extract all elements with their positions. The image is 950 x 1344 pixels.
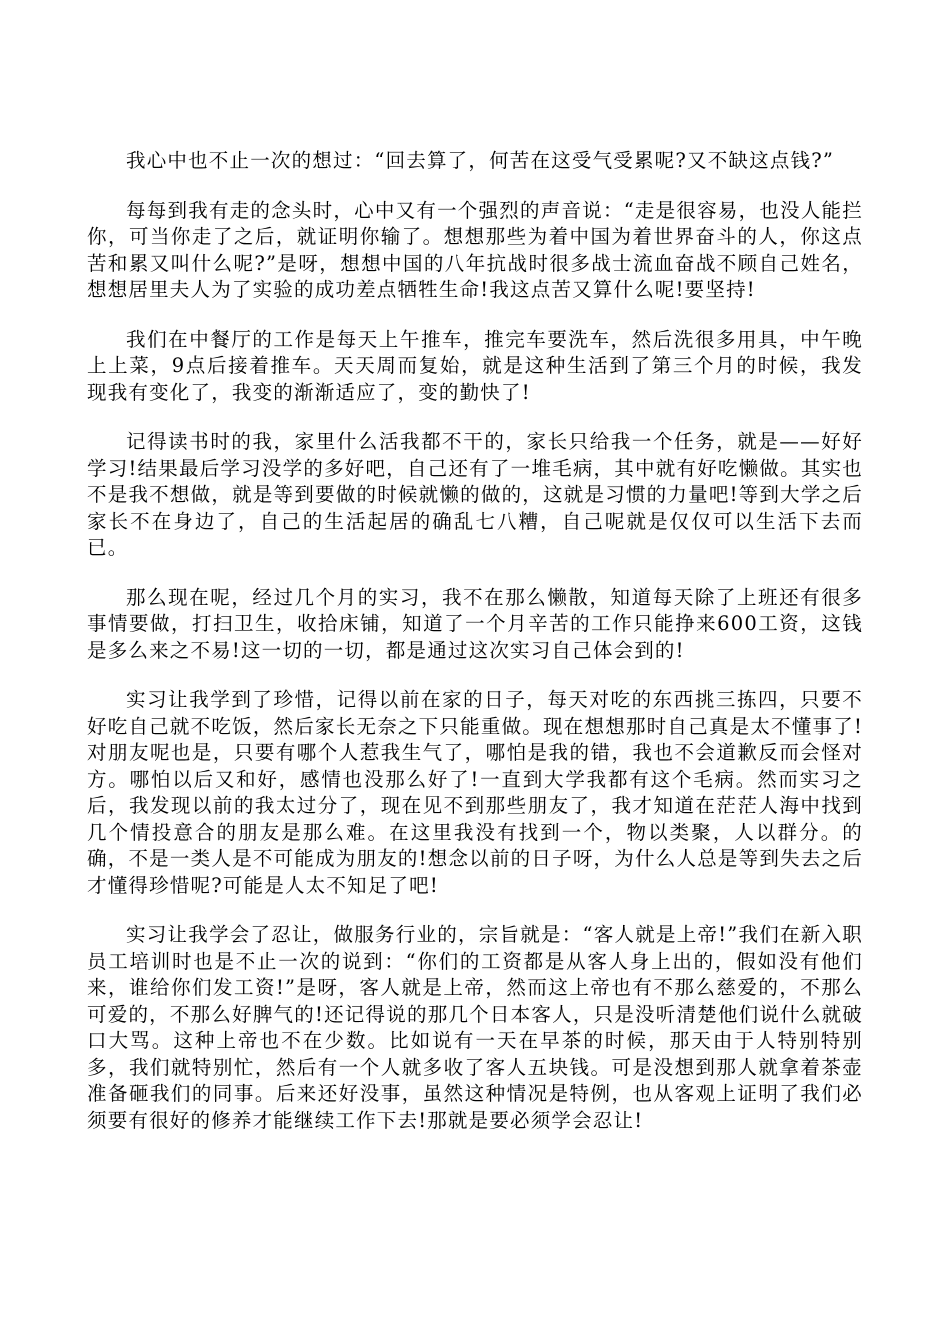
paragraph-1: 我心中也不止一次的想过：“回去算了，何苦在这受气受累呢?又不缺这点钱?”	[126, 149, 835, 172]
paragraph-5: 那么现在呢，经过几个月的实习，我不在那么懒散，知道每天除了上班还有很多事情要做，打扫卫生，收拾床铺，知道了一个月辛苦的工作只能挣来600工资，这钱是多么来之不易!这一切的一切，都是通过这次实习自己体会到的!	[87, 585, 863, 662]
paragraph-2: 每每到我有走的念头时，心中又有一个强烈的声音说：“走是很容易，也没人能拦你，可当你走了之后，就证明你输了。想想那些为着中国为着世界奋斗的人，你这点苦和累又叫什么呢?”是呀，想想中国的八年抗战时很多战士流血奋战不顾自己姓名，想想居里夫人为了实验的成功差点牺牲生命!我这点苦又算什么呢!要坚持!	[87, 198, 863, 301]
paragraph-7: 实习让我学会了忍让，做服务行业的，宗旨就是：“客人就是上帝!”我们在新入职员工培训时也是不止一次的说到：“你们的工资都是从客人身上出的，假如没有他们来，谁给你们发工资!”是呀，客人就是上帝，然而这上帝也有不那么慈爱的，不那么可爱的，不那么好脾气的!还记得说的那几个日本客人，只是没听清楚他们说什么就破口大骂。这种上帝也不在少数。比如说有一天在早茶的时候，那天由于人特别特别多，我们就特别忙，然后有一个人就多收了客人五块钱。可是没想到那人就拿着茶壶准备砸我们的同事。后来还好没事，虽然这种情况是特例，也从客观上证明了我们必须要有很好的修养才能继续工作下去!那就是要必须学会忍让!	[87, 923, 863, 1132]
paragraph-6: 实习让我学到了珍惜，记得以前在家的日子，每天对吃的东西挑三拣四，只要不好吃自己就不吃饭，然后家长无奈之下只能重做。现在想想那时自己真是太不懂事了!对朋友呢也是，只要有哪个人惹我生气了，哪怕是我的错，我也不会道歉反而会怪对方。哪怕以后又和好，感情也没那么好了!一直到大学我都有这个毛病。然而实习之后，我发现以前的我太过分了，现在见不到那些朋友了，我才知道在茫茫人海中找到几个情投意合的朋友是那么难。在这里我没有找到一个，物以类聚，人以群分。的确，不是一类人是不可能成为朋友的!想念以前的日子呀，为什么人总是等到失去之后才懂得珍惜呢?可能是人太不知足了吧!	[87, 688, 863, 897]
paragraph-4: 记得读书时的我，家里什么活我都不干的，家长只给我一个任务，就是——好好学习!结果最后学习没学的多好吧，自己还有了一堆毛病，其中就有好吃懒做。其实也不是我不想做，就是等到要做的时候就懒的做的，这就是习惯的力量吧!等到大学之后家长不在身边了，自己的生活起居的确乱七八糟，自己呢就是仅仅可以生活下去而已。	[87, 430, 863, 559]
document-body	[87, 148, 863, 1157]
paragraph-3: 我们在中餐厅的工作是每天上午推车，推完车要洗车，然后洗很多用具，中午晚上上菜，9点后接着推车。天天周而复始，就是这种生活到了第三个月的时候，我发现我有变化了，我变的渐渐适应了，变的勤快了!	[87, 327, 863, 404]
